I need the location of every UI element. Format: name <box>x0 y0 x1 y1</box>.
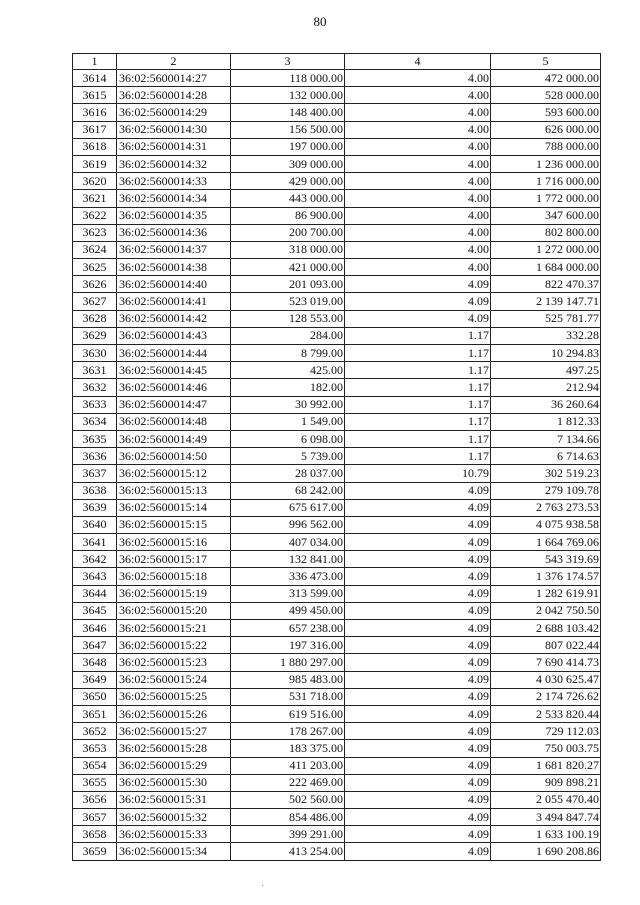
row-number-cell: 3626 <box>73 276 117 293</box>
value-cell: 2 139 147.71 <box>491 293 601 310</box>
rate-cell: 4.00 <box>345 207 491 224</box>
area-cell: 399 291.00 <box>231 826 345 843</box>
table-row <box>73 465 601 482</box>
rate-cell: 4.09 <box>345 276 491 293</box>
area-cell: 499 450.00 <box>231 602 345 619</box>
row-number-cell: 3625 <box>73 259 117 276</box>
rate-cell: 4.00 <box>345 121 491 138</box>
area-cell: 413 254.00 <box>231 843 345 860</box>
table-row <box>73 448 601 465</box>
area-cell: 854 486.00 <box>231 809 345 826</box>
value-cell: 802 800.00 <box>491 224 601 241</box>
row-number-cell: 3627 <box>73 293 117 310</box>
rate-cell: 4.09 <box>345 654 491 671</box>
table-row <box>73 138 601 155</box>
table-row <box>73 396 601 413</box>
table-row <box>73 723 601 740</box>
area-cell: 336 473.00 <box>231 568 345 585</box>
table-row <box>73 87 601 104</box>
value-cell: 212.94 <box>491 379 601 396</box>
rate-cell: 1.17 <box>345 413 491 430</box>
value-cell: 807 022.44 <box>491 637 601 654</box>
rate-cell: 4.09 <box>345 843 491 860</box>
value-cell: 1 272 000.00 <box>491 241 601 258</box>
cadastral-number-cell: 36:02:5600015:34 <box>117 843 231 860</box>
cadastral-number-cell: 36:02:5600015:21 <box>117 620 231 637</box>
table-row <box>73 568 601 585</box>
value-cell: 2 533 820.44 <box>491 705 601 722</box>
cadastral-number-cell: 36:02:5600015:25 <box>117 688 231 705</box>
table-body <box>73 70 601 861</box>
cadastral-number-cell: 36:02:5600014:33 <box>117 173 231 190</box>
rate-cell: 10.79 <box>345 465 491 482</box>
value-cell: 3 494 847.74 <box>491 809 601 826</box>
row-number-cell: 3636 <box>73 448 117 465</box>
rate-cell: 1.17 <box>345 362 491 379</box>
value-cell: 2 763 273.53 <box>491 499 601 516</box>
area-cell: 197 000.00 <box>231 138 345 155</box>
row-number-cell: 3623 <box>73 224 117 241</box>
table-row <box>73 104 601 121</box>
row-number-cell: 3629 <box>73 327 117 344</box>
column-header-1: 1 <box>73 54 117 70</box>
cadastral-number-cell: 36:02:5600014:32 <box>117 155 231 172</box>
value-cell: 2 042 750.50 <box>491 602 601 619</box>
rate-cell: 4.00 <box>345 155 491 172</box>
table-row <box>73 190 601 207</box>
cadastral-number-cell: 36:02:5600014:27 <box>117 70 231 87</box>
value-cell: 1 633 100.19 <box>491 826 601 843</box>
area-cell: 523 019.00 <box>231 293 345 310</box>
row-number-cell: 3653 <box>73 740 117 757</box>
table-row <box>73 602 601 619</box>
rate-cell: 4.09 <box>345 826 491 843</box>
table-row <box>73 327 601 344</box>
cadastral-number-cell: 36:02:5600014:48 <box>117 413 231 430</box>
table-row <box>73 516 601 533</box>
row-number-cell: 3634 <box>73 413 117 430</box>
column-header-5: 5 <box>491 54 601 70</box>
value-cell: 6 714.63 <box>491 448 601 465</box>
area-cell: 156 500.00 <box>231 121 345 138</box>
rate-cell: 4.09 <box>345 551 491 568</box>
table-row <box>73 224 601 241</box>
value-cell: 788 000.00 <box>491 138 601 155</box>
value-cell: 4 075 938.58 <box>491 516 601 533</box>
area-cell: 6 098.00 <box>231 430 345 447</box>
table-row <box>73 740 601 757</box>
value-cell: 1 664 769.06 <box>491 534 601 551</box>
cadastral-number-cell: 36:02:5600015:27 <box>117 723 231 740</box>
cadastral-number-cell: 36:02:5600015:31 <box>117 791 231 808</box>
row-number-cell: 3642 <box>73 551 117 568</box>
table-row <box>73 173 601 190</box>
row-number-cell: 3652 <box>73 723 117 740</box>
table-row <box>73 70 601 87</box>
area-cell: 407 034.00 <box>231 534 345 551</box>
area-cell: 182.00 <box>231 379 345 396</box>
value-cell: 729 112.03 <box>491 723 601 740</box>
value-cell: 1 236 000.00 <box>491 155 601 172</box>
area-cell: 200 700.00 <box>231 224 345 241</box>
value-cell: 7 690 414.73 <box>491 654 601 671</box>
value-cell: 497.25 <box>491 362 601 379</box>
cadastral-number-cell: 36:02:5600015:32 <box>117 809 231 826</box>
rate-cell: 4.00 <box>345 70 491 87</box>
area-cell: 222 469.00 <box>231 774 345 791</box>
table-row <box>73 276 601 293</box>
value-cell: 472 000.00 <box>491 70 601 87</box>
rate-cell: 4.09 <box>345 791 491 808</box>
rate-cell: 4.09 <box>345 516 491 533</box>
table-row <box>73 637 601 654</box>
row-number-cell: 3619 <box>73 155 117 172</box>
area-cell: 284.00 <box>231 327 345 344</box>
area-cell: 148 400.00 <box>231 104 345 121</box>
value-cell: 2 174 726.62 <box>491 688 601 705</box>
table-row <box>73 121 601 138</box>
row-number-cell: 3655 <box>73 774 117 791</box>
area-cell: 675 617.00 <box>231 499 345 516</box>
cadastral-number-cell: 36:02:5600014:35 <box>117 207 231 224</box>
table-row <box>73 241 601 258</box>
table-row <box>73 413 601 430</box>
cadastral-number-cell: 36:02:5600014:37 <box>117 241 231 258</box>
rate-cell: 4.09 <box>345 637 491 654</box>
cadastral-number-cell: 36:02:5600015:16 <box>117 534 231 551</box>
cadastral-number-cell: 36:02:5600014:29 <box>117 104 231 121</box>
value-cell: 1 690 208.86 <box>491 843 601 860</box>
cadastral-number-cell: 36:02:5600015:14 <box>117 499 231 516</box>
area-cell: 443 000.00 <box>231 190 345 207</box>
value-cell: 1 681 820.27 <box>491 757 601 774</box>
cadastral-number-cell: 36:02:5600015:12 <box>117 465 231 482</box>
cadastral-number-cell: 36:02:5600015:30 <box>117 774 231 791</box>
row-number-cell: 3631 <box>73 362 117 379</box>
rate-cell: 4.09 <box>345 774 491 791</box>
row-number-cell: 3615 <box>73 87 117 104</box>
cadastral-number-cell: 36:02:5600014:45 <box>117 362 231 379</box>
area-cell: 28 037.00 <box>231 465 345 482</box>
area-cell: 201 093.00 <box>231 276 345 293</box>
table-row <box>73 688 601 705</box>
row-number-cell: 3618 <box>73 138 117 155</box>
scan-speck <box>262 885 263 886</box>
value-cell: 543 319.69 <box>491 551 601 568</box>
row-number-cell: 3617 <box>73 121 117 138</box>
cadastral-number-cell: 36:02:5600014:43 <box>117 327 231 344</box>
table-row <box>73 207 601 224</box>
area-cell: 132 841.00 <box>231 551 345 568</box>
value-cell: 593 600.00 <box>491 104 601 121</box>
cadastral-number-cell: 36:02:5600015:29 <box>117 757 231 774</box>
area-cell: 309 000.00 <box>231 155 345 172</box>
row-number-cell: 3654 <box>73 757 117 774</box>
table-row <box>73 654 601 671</box>
value-cell: 822 470.37 <box>491 276 601 293</box>
cadastral-number-cell: 36:02:5600015:13 <box>117 482 231 499</box>
cadastral-number-cell: 36:02:5600015:20 <box>117 602 231 619</box>
rate-cell: 4.09 <box>345 740 491 757</box>
area-cell: 1 880 297.00 <box>231 654 345 671</box>
rate-cell: 4.09 <box>345 293 491 310</box>
row-number-cell: 3647 <box>73 637 117 654</box>
row-number-cell: 3646 <box>73 620 117 637</box>
area-cell: 86 900.00 <box>231 207 345 224</box>
area-cell: 502 560.00 <box>231 791 345 808</box>
rate-cell: 4.09 <box>345 534 491 551</box>
row-number-cell: 3620 <box>73 173 117 190</box>
rate-cell: 4.09 <box>345 602 491 619</box>
row-number-cell: 3635 <box>73 430 117 447</box>
value-cell: 1 282 619.91 <box>491 585 601 602</box>
table-row <box>73 499 601 516</box>
cadastral-number-cell: 36:02:5600015:23 <box>117 654 231 671</box>
cadastral-number-cell: 36:02:5600015:26 <box>117 705 231 722</box>
rate-cell: 4.09 <box>345 499 491 516</box>
cadastral-number-cell: 36:02:5600014:30 <box>117 121 231 138</box>
cadastral-number-cell: 36:02:5600014:41 <box>117 293 231 310</box>
cadastral-number-cell: 36:02:5600014:38 <box>117 259 231 276</box>
cadastral-number-cell: 36:02:5600014:47 <box>117 396 231 413</box>
column-number-row <box>73 54 601 70</box>
row-number-cell: 3643 <box>73 568 117 585</box>
value-cell: 302 519.23 <box>491 465 601 482</box>
value-cell: 909 898.21 <box>491 774 601 791</box>
row-number-cell: 3616 <box>73 104 117 121</box>
value-cell: 1 716 000.00 <box>491 173 601 190</box>
area-cell: 197 316.00 <box>231 637 345 654</box>
row-number-cell: 3630 <box>73 345 117 362</box>
table-row <box>73 843 601 860</box>
rate-cell: 4.09 <box>345 809 491 826</box>
value-cell: 1 684 000.00 <box>491 259 601 276</box>
row-number-cell: 3633 <box>73 396 117 413</box>
column-header-4: 4 <box>345 54 491 70</box>
rate-cell: 4.00 <box>345 241 491 258</box>
rate-cell: 4.09 <box>345 310 491 327</box>
table-row <box>73 671 601 688</box>
area-cell: 996 562.00 <box>231 516 345 533</box>
row-number-cell: 3641 <box>73 534 117 551</box>
area-cell: 425.00 <box>231 362 345 379</box>
value-cell: 1 376 174.57 <box>491 568 601 585</box>
value-cell: 2 688 103.42 <box>491 620 601 637</box>
area-cell: 1 549.00 <box>231 413 345 430</box>
table-row <box>73 809 601 826</box>
table-row <box>73 379 601 396</box>
value-cell: 525 781.77 <box>491 310 601 327</box>
value-cell: 7 134.66 <box>491 430 601 447</box>
table-row <box>73 757 601 774</box>
rate-cell: 4.00 <box>345 259 491 276</box>
cadastral-number-cell: 36:02:5600014:44 <box>117 345 231 362</box>
row-number-cell: 3628 <box>73 310 117 327</box>
rate-cell: 4.00 <box>345 87 491 104</box>
row-number-cell: 3624 <box>73 241 117 258</box>
area-cell: 619 516.00 <box>231 705 345 722</box>
area-cell: 421 000.00 <box>231 259 345 276</box>
value-cell: 4 030 625.47 <box>491 671 601 688</box>
value-cell: 36 260.64 <box>491 396 601 413</box>
value-cell: 626 000.00 <box>491 121 601 138</box>
area-cell: 657 238.00 <box>231 620 345 637</box>
table-row <box>73 826 601 843</box>
cadastral-number-cell: 36:02:5600014:31 <box>117 138 231 155</box>
table-row <box>73 585 601 602</box>
rate-cell: 4.09 <box>345 482 491 499</box>
area-cell: 313 599.00 <box>231 585 345 602</box>
area-cell: 411 203.00 <box>231 757 345 774</box>
rate-cell: 4.09 <box>345 723 491 740</box>
row-number-cell: 3658 <box>73 826 117 843</box>
table-row <box>73 293 601 310</box>
cadastral-number-cell: 36:02:5600014:34 <box>117 190 231 207</box>
area-cell: 318 000.00 <box>231 241 345 258</box>
rate-cell: 4.09 <box>345 688 491 705</box>
table-row <box>73 791 601 808</box>
area-cell: 30 992.00 <box>231 396 345 413</box>
row-number-cell: 3640 <box>73 516 117 533</box>
table-row <box>73 705 601 722</box>
cadastral-number-cell: 36:02:5600014:50 <box>117 448 231 465</box>
rate-cell: 4.09 <box>345 568 491 585</box>
column-header-3: 3 <box>231 54 345 70</box>
table-row <box>73 310 601 327</box>
row-number-cell: 3657 <box>73 809 117 826</box>
rate-cell: 1.17 <box>345 448 491 465</box>
cadastral-number-cell: 36:02:5600015:17 <box>117 551 231 568</box>
area-cell: 183 375.00 <box>231 740 345 757</box>
rate-cell: 4.09 <box>345 585 491 602</box>
cadastral-number-cell: 36:02:5600015:28 <box>117 740 231 757</box>
rate-cell: 4.00 <box>345 138 491 155</box>
column-header-2: 2 <box>117 54 231 70</box>
rate-cell: 4.09 <box>345 757 491 774</box>
rate-cell: 4.00 <box>345 224 491 241</box>
rate-cell: 1.17 <box>345 430 491 447</box>
area-cell: 128 553.00 <box>231 310 345 327</box>
rate-cell: 1.17 <box>345 327 491 344</box>
table-row <box>73 259 601 276</box>
area-cell: 8 799.00 <box>231 345 345 362</box>
cadastral-number-cell: 36:02:5600014:49 <box>117 430 231 447</box>
cadastral-number-cell: 36:02:5600015:22 <box>117 637 231 654</box>
cadastral-number-cell: 36:02:5600015:33 <box>117 826 231 843</box>
table-row <box>73 551 601 568</box>
table-row <box>73 774 601 791</box>
cadastral-number-cell: 36:02:5600015:24 <box>117 671 231 688</box>
value-cell: 1 812.33 <box>491 413 601 430</box>
cadastral-number-cell: 36:02:5600014:46 <box>117 379 231 396</box>
row-number-cell: 3637 <box>73 465 117 482</box>
rate-cell: 1.17 <box>345 345 491 362</box>
area-cell: 132 000.00 <box>231 87 345 104</box>
value-cell: 10 294.83 <box>491 345 601 362</box>
row-number-cell: 3632 <box>73 379 117 396</box>
page-number: 80 <box>313 14 327 29</box>
row-number-cell: 3650 <box>73 688 117 705</box>
row-number-cell: 3614 <box>73 70 117 87</box>
area-cell: 68 242.00 <box>231 482 345 499</box>
cadastral-number-cell: 36:02:5600014:36 <box>117 224 231 241</box>
row-number-cell: 3649 <box>73 671 117 688</box>
cadastral-number-cell: 36:02:5600015:18 <box>117 568 231 585</box>
table-row <box>73 155 601 172</box>
rate-cell: 4.00 <box>345 104 491 121</box>
row-number-cell: 3659 <box>73 843 117 860</box>
rate-cell: 1.17 <box>345 379 491 396</box>
area-cell: 985 483.00 <box>231 671 345 688</box>
row-number-cell: 3644 <box>73 585 117 602</box>
table-row <box>73 620 601 637</box>
area-cell: 429 000.00 <box>231 173 345 190</box>
cadastral-number-cell: 36:02:5600014:40 <box>117 276 231 293</box>
row-number-cell: 3648 <box>73 654 117 671</box>
rate-cell: 4.09 <box>345 620 491 637</box>
table-row <box>73 482 601 499</box>
area-cell: 531 718.00 <box>231 688 345 705</box>
cadastral-number-cell: 36:02:5600015:15 <box>117 516 231 533</box>
rate-cell: 4.00 <box>345 173 491 190</box>
value-cell: 2 055 470.40 <box>491 791 601 808</box>
table-row <box>73 362 601 379</box>
row-number-cell: 3621 <box>73 190 117 207</box>
table-row <box>73 345 601 362</box>
value-cell: 332.28 <box>491 327 601 344</box>
cadastral-number-cell: 36:02:5600014:28 <box>117 87 231 104</box>
row-number-cell: 3638 <box>73 482 117 499</box>
rate-cell: 4.09 <box>345 705 491 722</box>
row-number-cell: 3639 <box>73 499 117 516</box>
cadastral-number-cell: 36:02:5600014:42 <box>117 310 231 327</box>
rate-cell: 4.00 <box>345 190 491 207</box>
area-cell: 5 739.00 <box>231 448 345 465</box>
row-number-cell: 3656 <box>73 791 117 808</box>
area-cell: 118 000.00 <box>231 70 345 87</box>
row-number-cell: 3651 <box>73 705 117 722</box>
value-cell: 347 600.00 <box>491 207 601 224</box>
cadastral-value-table <box>72 53 601 861</box>
row-number-cell: 3645 <box>73 602 117 619</box>
area-cell: 178 267.00 <box>231 723 345 740</box>
value-cell: 528 000.00 <box>491 87 601 104</box>
cadastral-number-cell: 36:02:5600015:19 <box>117 585 231 602</box>
table-row <box>73 430 601 447</box>
rate-cell: 4.09 <box>345 671 491 688</box>
value-cell: 750 003.75 <box>491 740 601 757</box>
rate-cell: 1.17 <box>345 396 491 413</box>
value-cell: 1 772 000.00 <box>491 190 601 207</box>
row-number-cell: 3622 <box>73 207 117 224</box>
value-cell: 279 109.78 <box>491 482 601 499</box>
table-row <box>73 534 601 551</box>
